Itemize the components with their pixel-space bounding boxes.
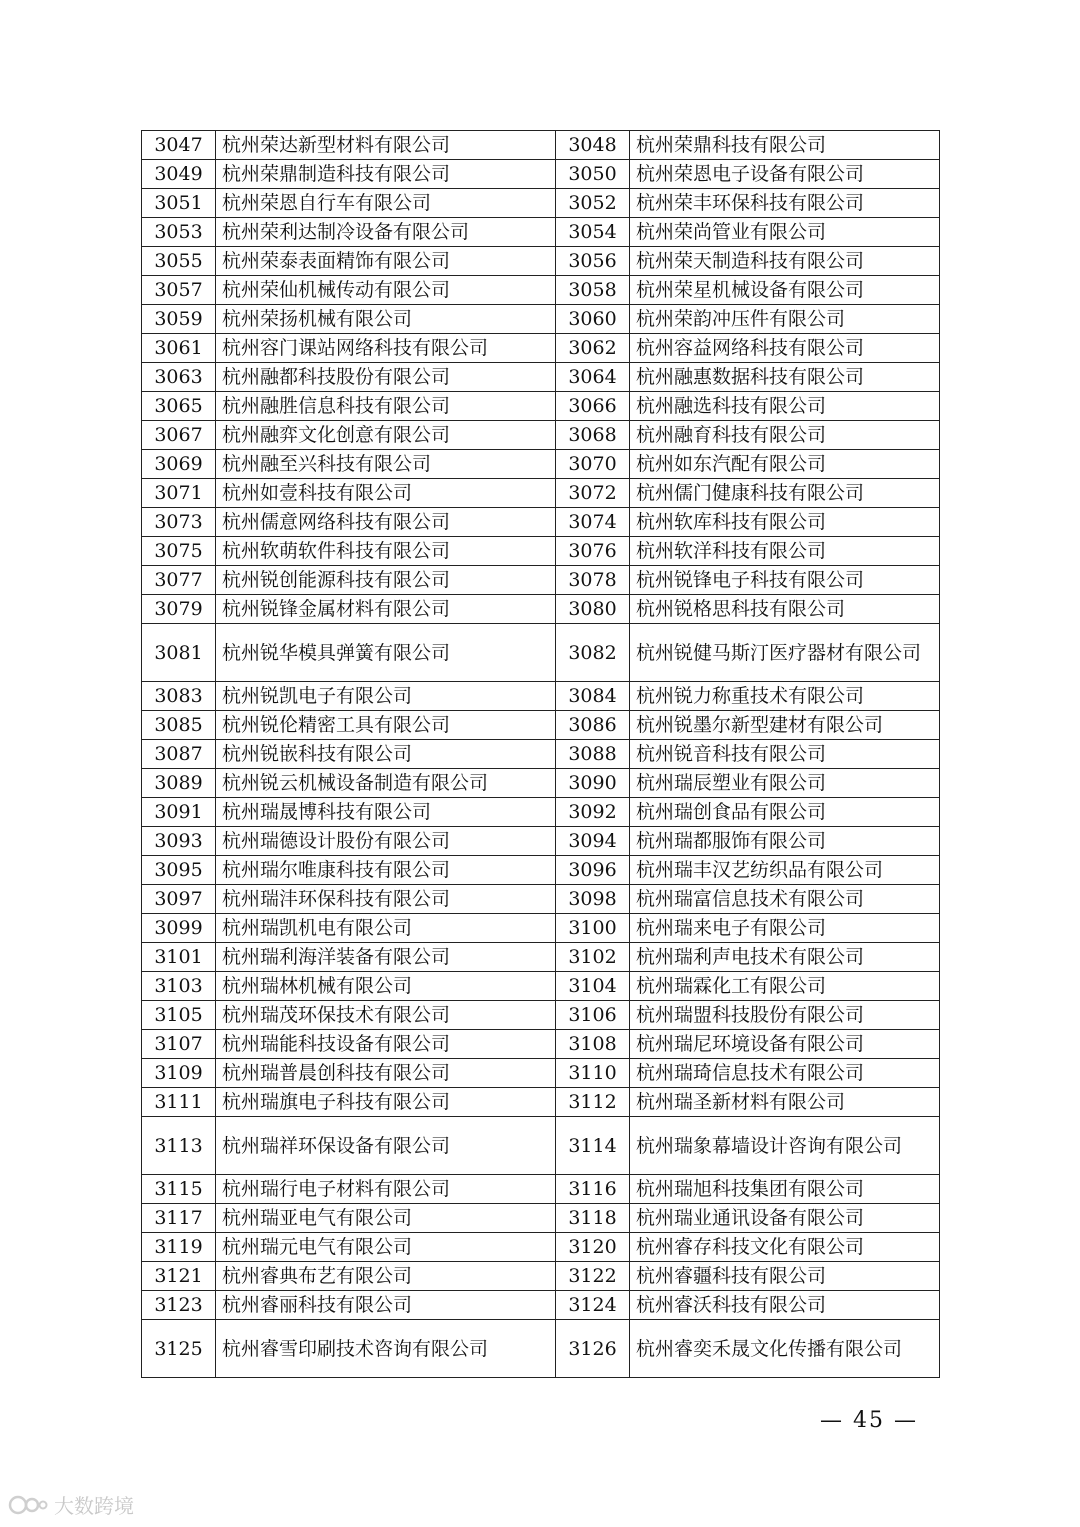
company-name-left: 杭州融至兴科技有限公司 (216, 450, 556, 479)
table-row (142, 537, 940, 566)
table-row (142, 769, 940, 798)
table-row (142, 1320, 940, 1378)
table-row (142, 1175, 940, 1204)
table-row (142, 479, 940, 508)
row-number-left: 3113 (142, 1117, 216, 1175)
company-name-left: 杭州锐创能源科技有限公司 (216, 566, 556, 595)
company-name-right: 杭州荣星机械设备有限公司 (630, 276, 940, 305)
table-row (142, 798, 940, 827)
row-number-right: 3106 (556, 1001, 630, 1030)
row-number-left: 3063 (142, 363, 216, 392)
company-name-left: 杭州瑞林机械有限公司 (216, 972, 556, 1001)
row-number-right: 3054 (556, 218, 630, 247)
row-number-right: 3102 (556, 943, 630, 972)
company-name-right: 杭州瑞富信息技术有限公司 (630, 885, 940, 914)
row-number-right: 3114 (556, 1117, 630, 1175)
table-row (142, 1233, 940, 1262)
table-row (142, 624, 940, 682)
row-number-right: 3074 (556, 508, 630, 537)
table-row (142, 682, 940, 711)
company-name-right: 杭州荣韵冲压件有限公司 (630, 305, 940, 334)
row-number-left: 3069 (142, 450, 216, 479)
company-name-right: 杭州荣尚管业有限公司 (630, 218, 940, 247)
row-number-right: 3090 (556, 769, 630, 798)
table-row (142, 1001, 940, 1030)
company-name-right: 杭州软洋科技有限公司 (630, 537, 940, 566)
company-name-left: 杭州荣恩自行车有限公司 (216, 189, 556, 218)
row-number-right: 3100 (556, 914, 630, 943)
row-number-left: 3053 (142, 218, 216, 247)
table-row (142, 827, 940, 856)
company-name-right: 杭州睿奕禾晟文化传播有限公司 (630, 1320, 940, 1378)
row-number-left: 3093 (142, 827, 216, 856)
watermark-logo-icon (8, 1493, 48, 1517)
row-number-right: 3050 (556, 160, 630, 189)
company-name-right: 杭州瑞霖化工有限公司 (630, 972, 940, 1001)
company-name-left: 杭州瑞普晨创科技有限公司 (216, 1059, 556, 1088)
company-name-left: 杭州锐伦精密工具有限公司 (216, 711, 556, 740)
company-name-left: 杭州融弈文化创意有限公司 (216, 421, 556, 450)
row-number-right: 3080 (556, 595, 630, 624)
row-number-right: 3056 (556, 247, 630, 276)
company-name-left: 杭州荣泰表面精饰有限公司 (216, 247, 556, 276)
row-number-left: 3067 (142, 421, 216, 450)
row-number-right: 3068 (556, 421, 630, 450)
row-number-left: 3087 (142, 740, 216, 769)
row-number-right: 3062 (556, 334, 630, 363)
table-row (142, 740, 940, 769)
company-name-left: 杭州瑞元电气有限公司 (216, 1233, 556, 1262)
row-number-right: 3088 (556, 740, 630, 769)
company-name-right: 杭州瑞利声电技术有限公司 (630, 943, 940, 972)
row-number-right: 3104 (556, 972, 630, 1001)
company-name-right: 杭州瑞都服饰有限公司 (630, 827, 940, 856)
company-name-left: 杭州荣扬机械有限公司 (216, 305, 556, 334)
company-name-left: 杭州锐华模具弹簧有限公司 (216, 624, 556, 682)
company-name-left: 杭州瑞晟博科技有限公司 (216, 798, 556, 827)
table-row (142, 334, 940, 363)
company-name-right: 杭州瑞创食品有限公司 (630, 798, 940, 827)
table-row (142, 392, 940, 421)
row-number-left: 3079 (142, 595, 216, 624)
row-number-left: 3119 (142, 1233, 216, 1262)
row-number-left: 3055 (142, 247, 216, 276)
company-name-left: 杭州锐云机械设备制造有限公司 (216, 769, 556, 798)
watermark-text: 大数跨境 (54, 1494, 134, 1518)
row-number-right: 3116 (556, 1175, 630, 1204)
company-name-right: 杭州融育科技有限公司 (630, 421, 940, 450)
table-row (142, 914, 940, 943)
company-name-left: 杭州荣利达制冷设备有限公司 (216, 218, 556, 247)
company-name-left: 杭州瑞行电子材料有限公司 (216, 1175, 556, 1204)
table-row (142, 247, 940, 276)
row-number-left: 3051 (142, 189, 216, 218)
row-number-left: 3065 (142, 392, 216, 421)
company-name-left: 杭州锐凯电子有限公司 (216, 682, 556, 711)
company-name-right: 杭州瑞象幕墙设计咨询有限公司 (630, 1117, 940, 1175)
company-name-right: 杭州瑞丰汉艺纺织品有限公司 (630, 856, 940, 885)
row-number-left: 3077 (142, 566, 216, 595)
table-row (142, 450, 940, 479)
row-number-left: 3097 (142, 885, 216, 914)
company-name-left: 杭州睿雪印刷技术咨询有限公司 (216, 1320, 556, 1378)
row-number-left: 3047 (142, 131, 216, 160)
row-number-left: 3107 (142, 1030, 216, 1059)
table-row (142, 131, 940, 160)
company-name-left: 杭州融都科技股份有限公司 (216, 363, 556, 392)
company-name-right: 杭州瑞圣新材料有限公司 (630, 1088, 940, 1117)
company-name-left: 杭州瑞德设计股份有限公司 (216, 827, 556, 856)
table-row (142, 218, 940, 247)
table-row (142, 943, 940, 972)
table-row (142, 1030, 940, 1059)
row-number-right: 3094 (556, 827, 630, 856)
table-row (142, 595, 940, 624)
row-number-left: 3061 (142, 334, 216, 363)
page-number: — 45 — (820, 1408, 918, 1433)
row-number-right: 3124 (556, 1291, 630, 1320)
table-row (142, 305, 940, 334)
company-name-left: 杭州荣达新型材料有限公司 (216, 131, 556, 160)
row-number-left: 3091 (142, 798, 216, 827)
table-body (142, 131, 940, 1378)
row-number-left: 3075 (142, 537, 216, 566)
company-name-right: 杭州睿沃科技有限公司 (630, 1291, 940, 1320)
row-number-right: 3092 (556, 798, 630, 827)
company-name-right: 杭州瑞辰塑业有限公司 (630, 769, 940, 798)
company-name-left: 杭州瑞亚电气有限公司 (216, 1204, 556, 1233)
company-name-left: 杭州荣仙机械传动有限公司 (216, 276, 556, 305)
table-row (142, 711, 940, 740)
company-name-left: 杭州儒意网络科技有限公司 (216, 508, 556, 537)
company-name-right: 杭州锐锋电子科技有限公司 (630, 566, 940, 595)
company-name-right: 杭州荣鼎科技有限公司 (630, 131, 940, 160)
row-number-left: 3111 (142, 1088, 216, 1117)
company-name-left: 杭州瑞茂环保技术有限公司 (216, 1001, 556, 1030)
row-number-left: 3059 (142, 305, 216, 334)
company-name-right: 杭州儒门健康科技有限公司 (630, 479, 940, 508)
company-name-left: 杭州瑞祥环保设备有限公司 (216, 1117, 556, 1175)
row-number-left: 3071 (142, 479, 216, 508)
row-number-left: 3109 (142, 1059, 216, 1088)
table-row (142, 856, 940, 885)
row-number-right: 3112 (556, 1088, 630, 1117)
row-number-right: 3072 (556, 479, 630, 508)
row-number-right: 3076 (556, 537, 630, 566)
company-name-left: 杭州睿典布艺有限公司 (216, 1262, 556, 1291)
table-row (142, 421, 940, 450)
company-name-right: 杭州锐格思科技有限公司 (630, 595, 940, 624)
row-number-right: 3122 (556, 1262, 630, 1291)
company-name-right: 杭州锐音科技有限公司 (630, 740, 940, 769)
company-name-right: 杭州瑞旭科技集团有限公司 (630, 1175, 940, 1204)
row-number-right: 3098 (556, 885, 630, 914)
table-row (142, 276, 940, 305)
table-row (142, 1291, 940, 1320)
company-name-left: 杭州瑞沣环保科技有限公司 (216, 885, 556, 914)
company-list-table (141, 130, 940, 1378)
company-name-right: 杭州融选科技有限公司 (630, 392, 940, 421)
table-row (142, 363, 940, 392)
company-name-left: 杭州锐锋金属材料有限公司 (216, 595, 556, 624)
company-name-right: 杭州软库科技有限公司 (630, 508, 940, 537)
table-row (142, 189, 940, 218)
row-number-left: 3089 (142, 769, 216, 798)
row-number-right: 3060 (556, 305, 630, 334)
row-number-left: 3101 (142, 943, 216, 972)
row-number-left: 3121 (142, 1262, 216, 1291)
table-row (142, 160, 940, 189)
row-number-left: 3115 (142, 1175, 216, 1204)
company-name-left: 杭州融胜信息科技有限公司 (216, 392, 556, 421)
row-number-left: 3125 (142, 1320, 216, 1378)
table-row (142, 1088, 940, 1117)
table-row (142, 1204, 940, 1233)
company-name-right: 杭州荣恩电子设备有限公司 (630, 160, 940, 189)
row-number-left: 3073 (142, 508, 216, 537)
company-name-right: 杭州荣天制造科技有限公司 (630, 247, 940, 276)
row-number-right: 3096 (556, 856, 630, 885)
row-number-left: 3117 (142, 1204, 216, 1233)
row-number-right: 3058 (556, 276, 630, 305)
row-number-right: 3110 (556, 1059, 630, 1088)
company-name-right: 杭州瑞琦信息技术有限公司 (630, 1059, 940, 1088)
table-row (142, 508, 940, 537)
row-number-right: 3084 (556, 682, 630, 711)
company-name-left: 杭州锐嵌科技有限公司 (216, 740, 556, 769)
company-name-right: 杭州瑞尼环境设备有限公司 (630, 1030, 940, 1059)
row-number-right: 3082 (556, 624, 630, 682)
company-name-left: 杭州瑞旗电子科技有限公司 (216, 1088, 556, 1117)
table-row (142, 885, 940, 914)
row-number-right: 3086 (556, 711, 630, 740)
row-number-right: 3052 (556, 189, 630, 218)
company-name-left: 杭州睿丽科技有限公司 (216, 1291, 556, 1320)
row-number-left: 3095 (142, 856, 216, 885)
company-name-right: 杭州睿疆科技有限公司 (630, 1262, 940, 1291)
company-name-right: 杭州瑞来电子有限公司 (630, 914, 940, 943)
row-number-right: 3120 (556, 1233, 630, 1262)
company-name-right: 杭州荣丰环保科技有限公司 (630, 189, 940, 218)
row-number-right: 3118 (556, 1204, 630, 1233)
company-name-right: 杭州锐力称重技术有限公司 (630, 682, 940, 711)
row-number-left: 3103 (142, 972, 216, 1001)
row-number-right: 3126 (556, 1320, 630, 1378)
row-number-left: 3099 (142, 914, 216, 943)
row-number-right: 3066 (556, 392, 630, 421)
row-number-left: 3049 (142, 160, 216, 189)
company-name-left: 杭州瑞尔唯康科技有限公司 (216, 856, 556, 885)
table-row (142, 1117, 940, 1175)
row-number-right: 3048 (556, 131, 630, 160)
table-row (142, 972, 940, 1001)
row-number-left: 3085 (142, 711, 216, 740)
table-row (142, 1059, 940, 1088)
company-name-right: 杭州睿存科技文化有限公司 (630, 1233, 940, 1262)
row-number-right: 3078 (556, 566, 630, 595)
company-name-left: 杭州瑞凯机电有限公司 (216, 914, 556, 943)
row-number-right: 3108 (556, 1030, 630, 1059)
row-number-left: 3057 (142, 276, 216, 305)
company-name-left: 杭州如壹科技有限公司 (216, 479, 556, 508)
company-name-right: 杭州瑞业通讯设备有限公司 (630, 1204, 940, 1233)
company-name-left: 杭州瑞能科技设备有限公司 (216, 1030, 556, 1059)
company-name-right: 杭州锐墨尔新型建材有限公司 (630, 711, 940, 740)
row-number-left: 3081 (142, 624, 216, 682)
row-number-left: 3105 (142, 1001, 216, 1030)
company-name-right: 杭州瑞盟科技股份有限公司 (630, 1001, 940, 1030)
company-name-left: 杭州容门课站网络科技有限公司 (216, 334, 556, 363)
row-number-left: 3123 (142, 1291, 216, 1320)
company-name-left: 杭州软萌软件科技有限公司 (216, 537, 556, 566)
company-name-left: 杭州瑞利海洋装备有限公司 (216, 943, 556, 972)
row-number-left: 3083 (142, 682, 216, 711)
company-name-right: 杭州容益网络科技有限公司 (630, 334, 940, 363)
company-name-right: 杭州锐健马斯汀医疗器材有限公司 (630, 624, 940, 682)
company-name-right: 杭州如东汽配有限公司 (630, 450, 940, 479)
row-number-right: 3070 (556, 450, 630, 479)
row-number-right: 3064 (556, 363, 630, 392)
table-row (142, 1262, 940, 1291)
company-name-left: 杭州荣鼎制造科技有限公司 (216, 160, 556, 189)
table-row (142, 566, 940, 595)
watermark (8, 1490, 134, 1519)
company-name-right: 杭州融惠数据科技有限公司 (630, 363, 940, 392)
